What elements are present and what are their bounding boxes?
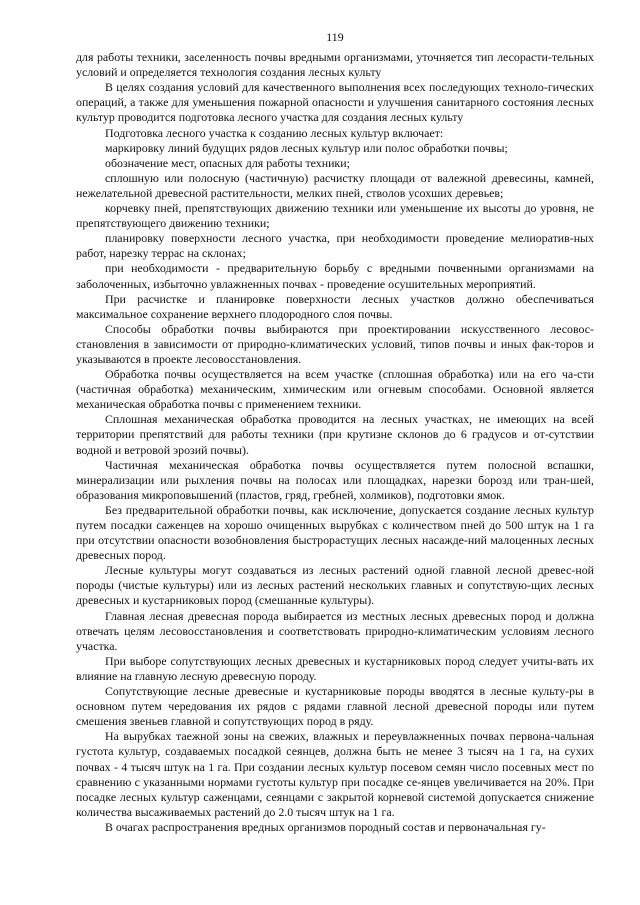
paragraph: Способы обработки почвы выбираются при проектировании искусственного лесовос-становления в зависимости от природно-климатических условий, типов почвы и иных фак-торов и указываются в проекте лесовосстановления. [76, 321, 594, 366]
paragraph: Сопутствующие лесные древесные и кустарниковые породы вводятся в лесные культу-ры в основном путем чередования их рядов с рядами главной лесной древесной породы или путем смешения звеньев главной и сопутствующих пород в ряду. [76, 684, 594, 729]
paragraph: маркировку линий будущих рядов лесных культур или полос обработки почвы; [105, 140, 508, 155]
paragraph: Частичная механическая обработка почвы осуществляется путем полосной вспашки, минерализации или рыхления почвы на полосах или площадках, нарезки борозд или тран-шей, образования микроповышений (пластов, гряд, гребней, холмиков), подготовки ямок. [76, 457, 594, 502]
paragraph: Главная лесная древесная порода выбирается из местных лесных древесных пород и должна отвечать целям лесовосстановления и соответствовать природно-климатическим условиям лесного участка. [76, 608, 594, 653]
paragraph: При расчистке и планировке поверхности лесных участков должно обеспечиваться максимальное сохранение верхнего плодородного слоя почвы. [76, 291, 594, 321]
paragraph: На вырубках таежной зоны на свежих, влажных и переувлажненных почвах первона-чальная густота культур, создаваемых посадкой сеянцев, должна быть не менее 3 тысяч на 1 га, на сухих почвах - 4 тысяч штук на 1 га. При создании лесных культур посевом семян число посевных мест по сравнению с указанными нормами густоты культур при посадке се-янцев увеличивается на 20%. При посадке лесных культур саженцами, сеянцами с закрытой корневой системой допускается снижение количества высаживаемых растений до 2.0 тысяч штук на 1 га. [76, 729, 594, 819]
paragraph: Подготовка лесного участка к созданию лесных культур включает: [105, 125, 444, 140]
document-page [76, 30, 594, 835]
paragraph: планировку поверхности лесного участка, при необходимости проведение мелиоратив-ных работ, нарезку террас на склонах; [76, 231, 594, 261]
paragraph: Обработка почвы осуществляется на всем участке (сплошная обработка) или на его ча-сти (частичная обработка) механическим, химическим или огневым способами. Основной является механическая обработка почвы с применением техники. [76, 367, 594, 412]
paragraph: Без предварительной обработки почвы, как исключение, допускается создание лесных культур путем посадки саженцев на хорошо очищенных вырубках с количеством пней до 500 штук на 1 га при отсутствии опасности возобновления быстрорастущих лесных насажде-ний малоценных лесных древесных пород. [76, 502, 594, 563]
paragraph: При выборе сопутствующих лесных древесных и кустарниковых пород следует учиты-вать их влияние на главную лесную древесную породу. [76, 653, 594, 683]
paragraph: при необходимости - предварительную борьбу с вредными почвенными организмами на заболоченных, избыточно увлажненных почвах - проведение осушительных мероприятий. [76, 261, 594, 291]
paragraph: для работы техники, заселенность почвы вредными организмами, уточняется тип лесорасти-тельных условий и определяется технология создания лесных культу [76, 50, 594, 80]
paragraph: Лесные культуры могут создаваться из лесных растений одной главной лесной древес-ной породы (чистые культуры) или из лесных растений нескольких главных и сопутствую-щих лесных древесных и кустарниковых пород (смешанные культуры). [76, 563, 594, 608]
paragraph: обозначение мест, опасных для работы техники; [105, 155, 350, 170]
paragraph: Сплошная механическая обработка проводится на лесных участках, не имеющих на всей территории препятствий для работы техники (при крутизне склонов до 6 градусов и от-сутствии водной и ветровой эрозий почвы). [76, 412, 594, 457]
paragraph: корчевку пней, препятствующих движению техники или уменьшение их высоты до уровня, не препятствующего движению техники; [76, 201, 594, 231]
body-text [76, 50, 594, 835]
paragraph: сплошную или полосную (частичную) расчистку площади от валежной древесины, камней, нежелательной древесной растительности, мелких пней, стволов усохших деревьев; [76, 170, 594, 200]
paragraph: В очагах распространения вредных организмов породный состав и первоначальная гу- [105, 819, 546, 834]
page-number: 119 [326, 30, 344, 44]
paragraph: В целях создания условий для качественного выполнения всех последующих техноло-гических операций, а также для уменьшения пожарной опасности и улучшения санитарного состояния лесных культур проводится подготовка лесного участка для создания лесных культу [76, 80, 594, 125]
